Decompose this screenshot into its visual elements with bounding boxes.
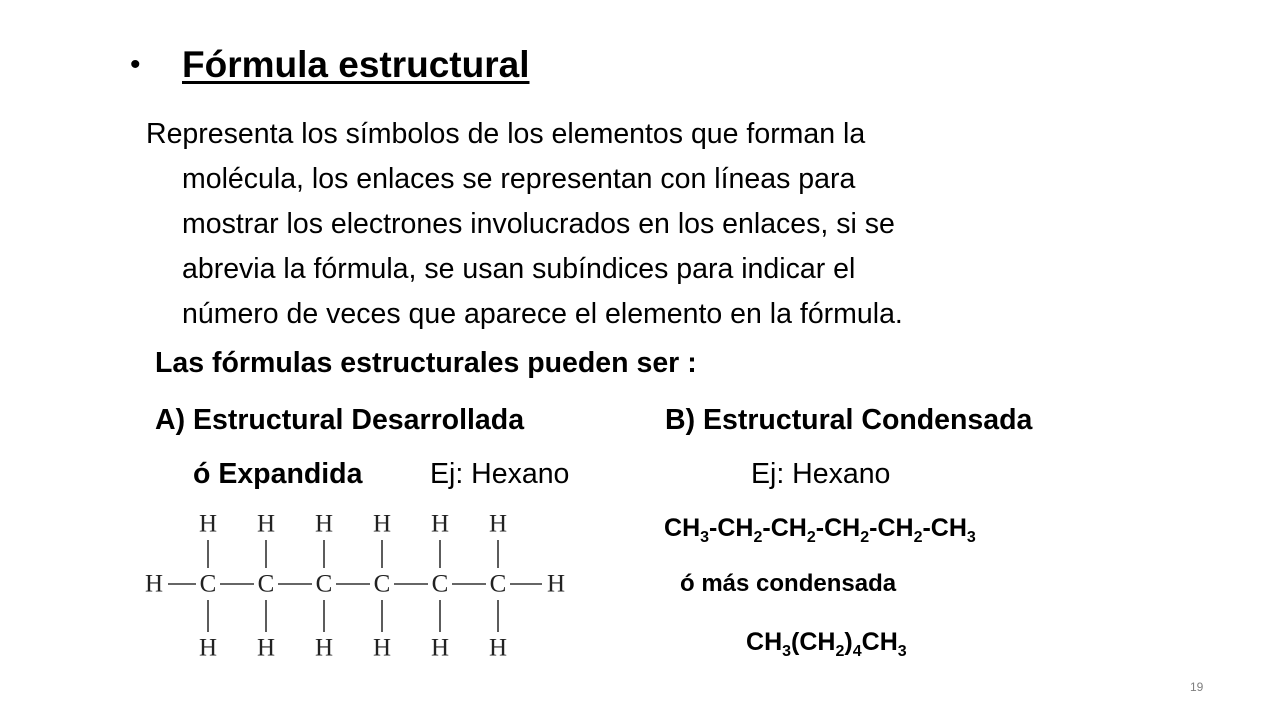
carbon-atom: C — [431, 570, 449, 598]
bullet-marker: • — [130, 48, 141, 81]
paragraph-line-2: molécula, los enlaces se representan con líneas para — [182, 163, 856, 195]
paragraph-line-1: Representa los símbolos de los elementos que forman la — [146, 118, 866, 150]
paragraph-line-4: abrevia la fórmula, se usan subíndices para indicar el — [182, 253, 856, 285]
hydrogen-atom: H — [314, 510, 334, 538]
type-b-example: Ej: Hexano — [751, 458, 891, 490]
hydrogen-atom: H — [430, 510, 450, 538]
paragraph-line-5: número de veces que aparece el elemento en la fórmula. — [182, 298, 903, 330]
hydrogen-atom: H — [430, 634, 450, 662]
type-a-example: Ej: Hexano — [430, 458, 570, 490]
type-a-heading: A) Estructural Desarrollada — [155, 404, 525, 436]
hydrogen-atom: H — [372, 634, 392, 662]
more-condensed-formula: $CH_3(CH_2)_4CH_3$ — [746, 628, 907, 660]
hydrogen-atom: H — [144, 570, 164, 598]
more-condensed-label: ó más condensada — [680, 570, 897, 597]
carbon-atom: C — [489, 570, 507, 598]
hydrogen-atom: H — [256, 634, 276, 662]
hydrogen-atom: H — [546, 570, 566, 598]
carbon-atom: C — [373, 570, 391, 598]
hydrogen-atom: H — [372, 510, 392, 538]
type-b-heading: B) Estructural Condensada — [665, 404, 1033, 436]
types-intro: Las fórmulas estructurales pueden ser : — [155, 347, 697, 379]
carbon-atom: C — [199, 570, 217, 598]
condensed-formula: $CH_3-CH_2-CH_2-CH_2-CH_2-CH_3$ — [664, 514, 976, 546]
hydrogen-atom: H — [198, 634, 218, 662]
hydrogen-atom: H — [488, 634, 508, 662]
hydrogen-atom: H — [198, 510, 218, 538]
hexane-expanded-structure — [130, 508, 580, 663]
carbon-atom: C — [257, 570, 275, 598]
paragraph-line-3: mostrar los electrones involucrados en los enlaces, si se — [182, 208, 895, 240]
page-number: 19 — [1190, 680, 1204, 694]
hydrogen-atom: H — [488, 510, 508, 538]
type-a-continuation: ó Expandida — [193, 458, 363, 490]
hydrogen-atom: H — [256, 510, 276, 538]
hydrogen-atom: H — [314, 634, 334, 662]
carbon-atom: C — [315, 570, 333, 598]
slide-title: Fórmula estructural — [182, 44, 530, 85]
